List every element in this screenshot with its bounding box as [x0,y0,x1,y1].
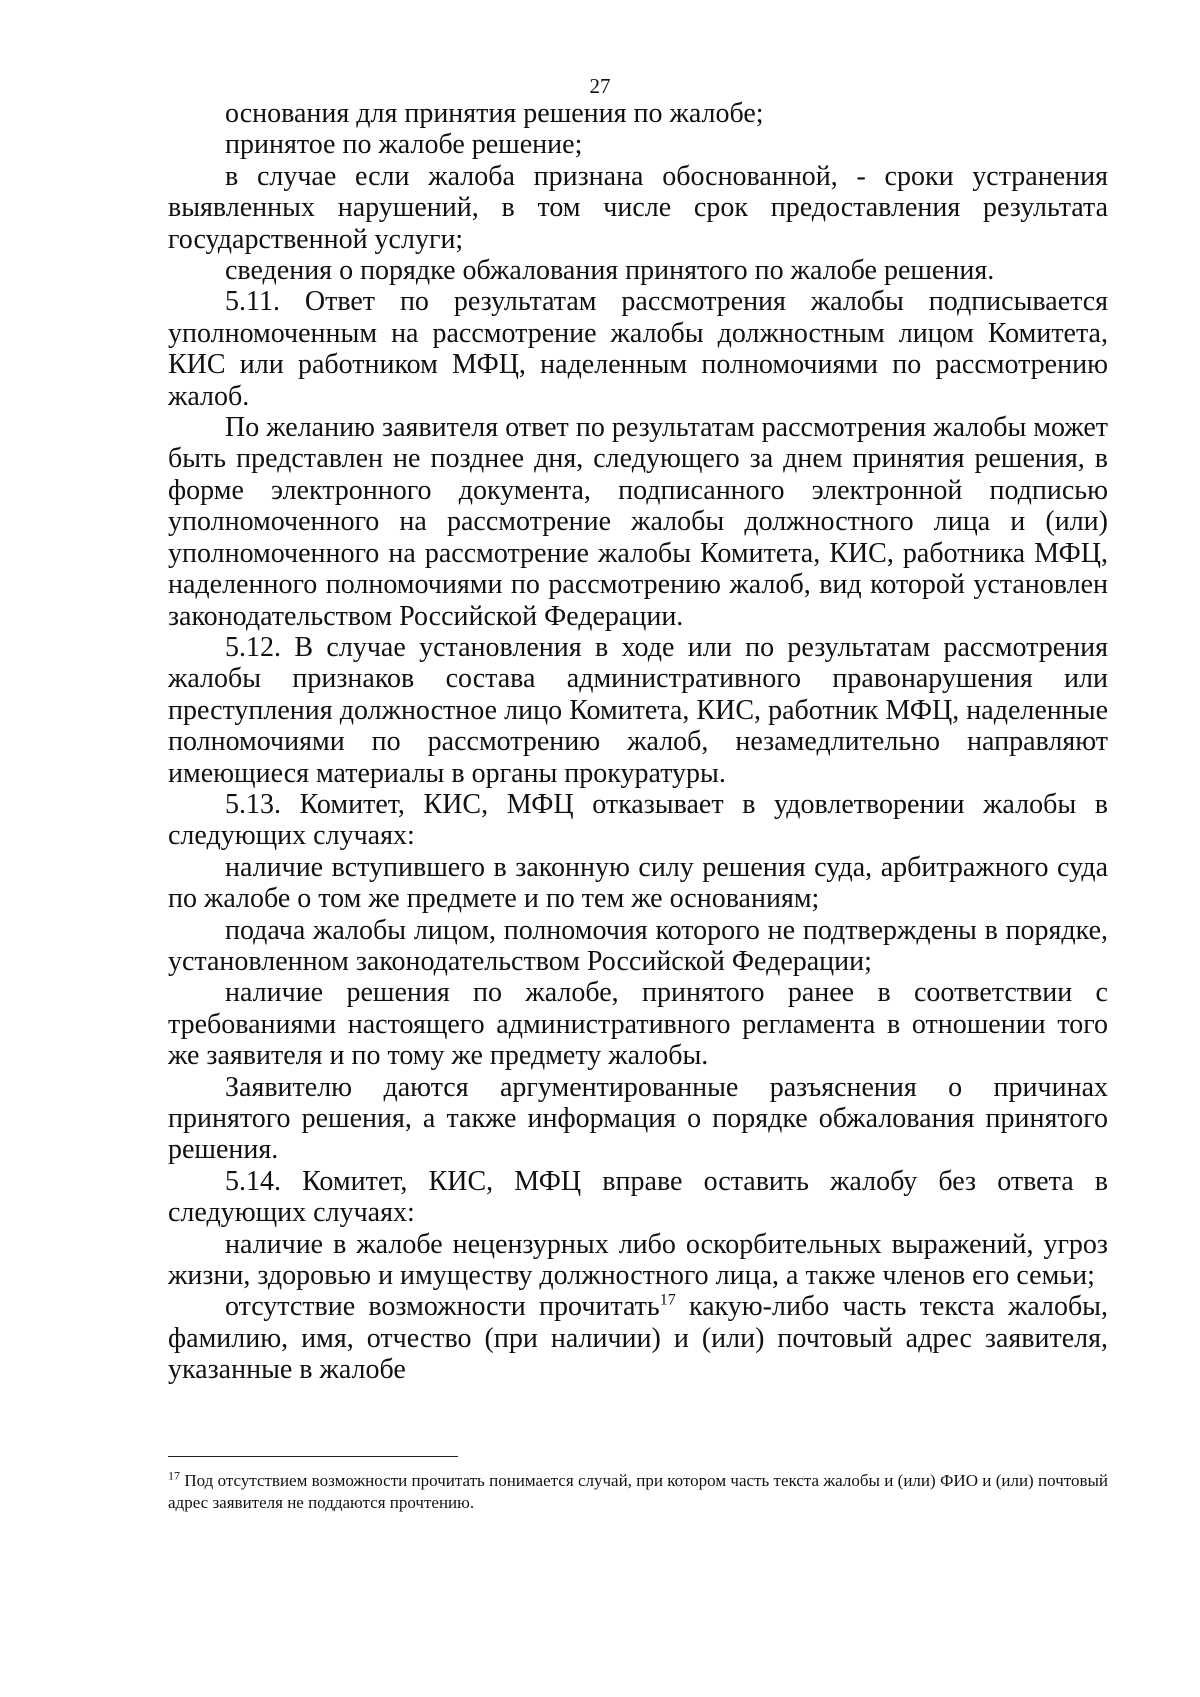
paragraph-5-11: 5.11. Ответ по результатам рассмотрения жалобы подписывается уполномоченным на рассмотрение жалобы должностным лицом Комитета, КИС или работником МФЦ, наделенным полномочиями по рассмотрению жалоб. [168,286,1108,412]
paragraph-electronic-response: По желанию заявителя ответ по результатам рассмотрения жалобы может быть представлен не позднее дня, следующего за днем принятия решения, в форме электронного документа, подписанного электронной подписью уполномоченного на рассмотрение жалобы должностного лица и (или) уполномоченного на рассмотрение жалобы Комитета, КИС, работника МФЦ, наделенного полномочиями по рассмотрению жалоб, вид которой установлен законодательством Российской Федерации. [168,412,1108,632]
unreadable-text-start: отсутствие возможности прочитать [225,1291,660,1323]
footnote-divider [168,1456,458,1457]
paragraph-explanations: Заявителю даются аргументированные разъяснения о причинах принятого решения, а также информация о порядке обжалования принятого решения. [168,1071,1108,1166]
paragraph-prior-decision: наличие решения по жалобе, принятого ранее в соответствии с требованиями настоящего административного регламента в отношении того же заявителя и по тому же предмету жалобы. [168,977,1108,1072]
footnote [168,1470,1108,1514]
document-body [168,98,1108,1386]
footnote-marker: 17 [168,1468,180,1483]
footnote-paragraph [168,1470,1108,1514]
page-number: 27 [589,74,611,98]
paragraph-decision-taken: принятое по жалобе решение; [225,129,583,161]
footnote-text: Под отсутствием возможности прочитать понимается случай, при котором часть текста жалобы и (или) ФИО и (или) почтовый адрес заявителя не поддаются прочтению. [168,1471,1108,1512]
paragraph-remedy-deadlines: в случае если жалоба признана обоснованной, - сроки устранения выявленных нарушений, в том числе срок предоставления результата государственной услуги; [168,160,1108,255]
paragraph-appeal-procedure: сведения о порядке обжалования принятого по жалобе решения. [225,255,995,287]
paragraph-obscene-language: наличие в жалобе нецензурных либо оскорбительных выражений, угроз жизни, здоровью и имуществу должностного лица, а также членов его семьи; [168,1228,1108,1292]
footnote-reference: 17 [659,1292,676,1310]
paragraph-5-13: 5.13. Комитет, КИС, МФЦ отказывает в удовлетворении жалобы в следующих случаях: [168,788,1108,852]
unreadable-text-end: какую-либо часть текста жалобы, фамилию, имя, отчество (при наличии) и (или) почтовый адрес заявителя, указанные в жалобе [168,1291,1108,1386]
paragraph-unconfirmed-authority: подача жалобы лицом, полномочия которого не подтверждены в порядке, установленном законодательством Российской Федерации; [168,914,1108,977]
paragraph-grounds-for-decision: основания для принятия решения по жалобе; [225,98,764,129]
paragraph-unreadable-text [168,1291,1108,1385]
paragraph-5-14: 5.14. Комитет, КИС, МФЦ вправе оставить жалобу без ответа в следующих случаях: [168,1165,1108,1229]
paragraph-court-decision: наличие вступившего в законную силу решения суда, арбитражного суда по жалобе о том же предмете и по тем же основаниям; [168,851,1108,915]
paragraph-5-12: 5.12. В случае установления в ходе или по результатам рассмотрения жалобы признаков состава административного правонарушения или преступления должностное лицо Комитета, КИС, работник МФЦ, наделенные полномочиями по рассмотрению жалоб, незамедлительно направляют имеющиеся материалы в органы прокуратуры. [168,631,1108,789]
